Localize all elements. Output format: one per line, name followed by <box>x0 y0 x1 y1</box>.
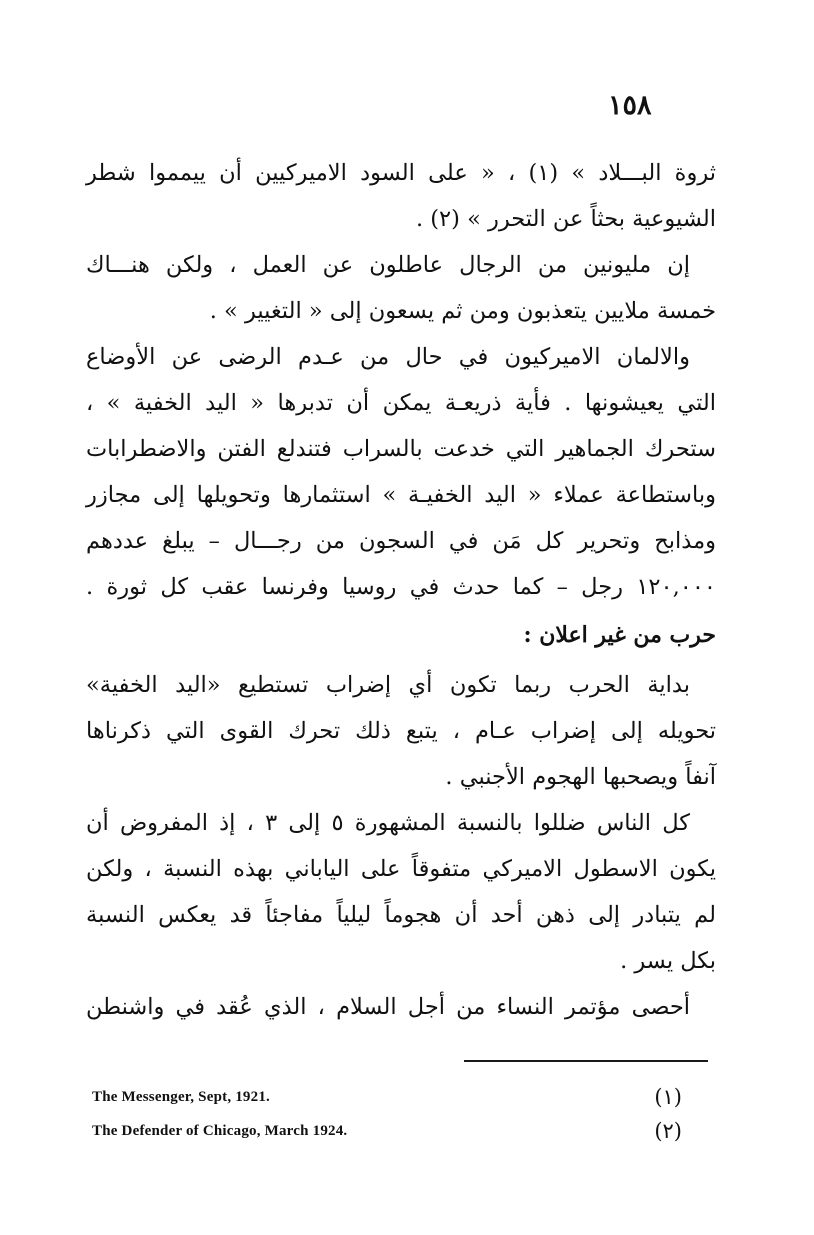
footnote <box>92 1080 682 1114</box>
text-line: كل الناس ضللوا بالنسبة المشهورة ٥ إلى ٣ ، إذ المفروض أن <box>86 810 690 836</box>
footnote-mark: (٢) <box>654 1119 682 1143</box>
text-line: آنفاً ويصحبها الهجوم الأجنبي . <box>445 764 716 790</box>
body-text <box>86 150 716 1030</box>
text-line: لم يتبادر إلى ذهن أحد أن هجوماً ليلياً مفاجئاً قد يعكس النسبة <box>86 902 716 928</box>
text-line: التي يعيشونها . فأية ذريعـة يمكن أن تدبرها « اليد الخفية » ، <box>86 390 716 416</box>
text-line: يكون الاسطول الاميركي متفوقاً على الياباني بهذه النسبة ، ولكن <box>86 856 716 882</box>
text-line: ١٢٠,٠٠٠ رجل – كما حدث في روسيا وفرنسا عقب كل ثورة . <box>86 574 716 600</box>
footnotes <box>92 1080 682 1148</box>
footnote-text: The Messenger, Sept, 1921. <box>92 1089 270 1105</box>
footnote-text: The Defender of Chicago, March 1924. <box>92 1123 348 1139</box>
footnote <box>92 1114 682 1148</box>
text-line: وباستطاعة عملاء « اليد الخفيـة » استثمارها وتحويلها إلى مجازر <box>86 482 716 508</box>
text-line: ثروة البـــلاد » (١) ، « على السود الاميركيين أن ييمموا شطر <box>86 160 717 186</box>
text-line: تحويله إلى إضراب عـام ، يتبع ذلك تحرك القوى التي ذكرناها <box>86 718 716 744</box>
text-line: خمسة ملايين يتعذبون ومن ثم يسعون إلى « التغيير » . <box>209 298 716 324</box>
page-number: ١٥٨ <box>608 90 652 121</box>
text-line: بكل يسر . <box>620 948 716 974</box>
text-line: ومذابح وتحرير كل مَن في السجون من رجـــال – يبلغ عددهم <box>86 528 716 554</box>
text-line: أحصى مؤتمر النساء من أجل السلام ، الذي عُقد في واشنطن <box>86 994 690 1020</box>
text-line: والالمان الاميركيون في حال من عـدم الرضى عن الأوضاع <box>86 344 690 370</box>
text-line: ستحرك الجماهير التي خدعت بالسراب فتندلع الفتن والاضطرابات <box>86 436 716 462</box>
footnote-divider <box>464 1060 708 1062</box>
section-heading: حرب من غير اعلان : <box>523 622 716 648</box>
text-line: الشيوعية بحثاً عن التحرر » (٢) . <box>415 206 716 232</box>
footnote-mark: (١) <box>654 1085 682 1109</box>
text-line: بداية الحرب ربما تكون أي إضراب تستطيع «اليد الخفية» <box>86 672 690 698</box>
text-line: إن مليونين من الرجال عاطلون عن العمل ، ولكن هنـــاك <box>86 252 690 278</box>
